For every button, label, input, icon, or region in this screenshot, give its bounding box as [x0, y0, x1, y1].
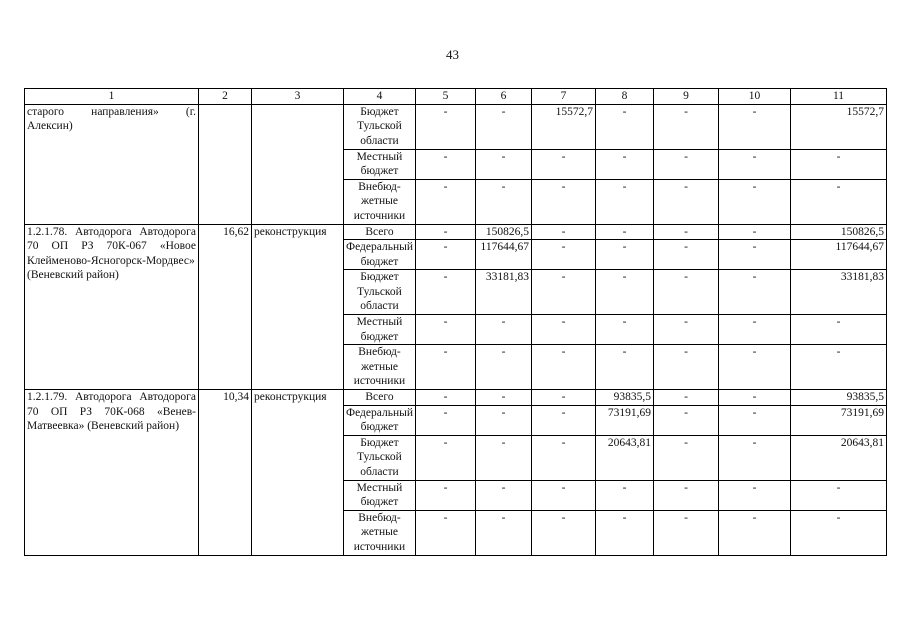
value-cell-c8: - — [596, 510, 654, 555]
value-cell-c10: - — [719, 104, 791, 149]
value-cell-c6: - — [476, 390, 532, 406]
value-cell-c5: - — [416, 104, 476, 149]
value-cell-c11: 150826,5 — [791, 224, 887, 240]
header-cell: 8 — [596, 89, 654, 105]
funding-source-cell: Бюджет Тульской области — [344, 270, 416, 315]
value-cell-c6: - — [476, 510, 532, 555]
length-cell — [199, 104, 252, 224]
value-cell-c6: - — [476, 149, 532, 179]
value-cell-c7: - — [532, 510, 596, 555]
value-cell-c7: 15572,7 — [532, 104, 596, 149]
funding-source-cell: Местный бюджет — [344, 315, 416, 345]
page-number: 43 — [446, 47, 459, 62]
value-cell-c7: - — [532, 270, 596, 315]
value-cell-c11: 73191,69 — [791, 405, 887, 435]
value-cell-c8: 73191,69 — [596, 405, 654, 435]
value-cell-c10: - — [719, 390, 791, 406]
header-cell: 2 — [199, 89, 252, 105]
value-cell-c6: - — [476, 104, 532, 149]
value-cell-c10: - — [719, 315, 791, 345]
value-cell-c9: - — [654, 435, 719, 480]
value-cell-c10: - — [719, 240, 791, 270]
program-table — [24, 88, 887, 556]
value-cell-c8: - — [596, 240, 654, 270]
value-cell-c10: - — [719, 435, 791, 480]
value-cell-c10: - — [719, 480, 791, 510]
header-cell: 4 — [344, 89, 416, 105]
object-name-cell: 1.2.1.78. Автодорога Автодорога 70 ОП РЗ 70К-067 «Новое Клейменово-Ясногорск-Мордвес» (Веневский район) — [25, 224, 199, 390]
value-cell-c8: - — [596, 179, 654, 224]
value-cell-c6: - — [476, 345, 532, 390]
value-cell-c7: - — [532, 179, 596, 224]
header-cell: 6 — [476, 89, 532, 105]
value-cell-c9: - — [654, 510, 719, 555]
value-cell-c6: - — [476, 480, 532, 510]
value-cell-c7: - — [532, 405, 596, 435]
value-cell-c10: - — [719, 345, 791, 390]
value-cell-c10: - — [719, 510, 791, 555]
value-cell-c6: - — [476, 405, 532, 435]
value-cell-c6: 150826,5 — [476, 224, 532, 240]
value-cell-c9: - — [654, 104, 719, 149]
funding-source-cell: Бюджет Тульской области — [344, 104, 416, 149]
value-cell-c5: - — [416, 149, 476, 179]
value-cell-c11: 117644,67 — [791, 240, 887, 270]
length-cell: 16,62 — [199, 224, 252, 390]
funding-source-cell: Бюджет Тульской области — [344, 435, 416, 480]
value-cell-c10: - — [719, 405, 791, 435]
value-cell-c5: - — [416, 390, 476, 406]
object-name-cell: 1.2.1.79. Автодорога Автодорога 70 ОП РЗ 70К-068 «Венев-Матвеевка» (Веневский район) — [25, 390, 199, 556]
work-type-cell: реконструкция — [252, 224, 344, 390]
value-cell-c9: - — [654, 390, 719, 406]
value-cell-c5: - — [416, 224, 476, 240]
value-cell-c8: - — [596, 480, 654, 510]
table-header-row — [25, 89, 887, 105]
value-cell-c11: 15572,7 — [791, 104, 887, 149]
header-cell: 1 — [25, 89, 199, 105]
value-cell-c6: - — [476, 179, 532, 224]
value-cell-c8: - — [596, 149, 654, 179]
value-cell-c7: - — [532, 224, 596, 240]
value-cell-c11: 93835,5 — [791, 390, 887, 406]
value-cell-c9: - — [654, 179, 719, 224]
value-cell-c6: - — [476, 435, 532, 480]
value-cell-c5: - — [416, 179, 476, 224]
funding-source-cell: Федеральный бюджет — [344, 405, 416, 435]
value-cell-c7: - — [532, 390, 596, 406]
value-cell-c5: - — [416, 345, 476, 390]
value-cell-c6: 117644,67 — [476, 240, 532, 270]
funding-source-cell: Внебюд-жетные источники — [344, 345, 416, 390]
work-type-cell: реконструкция — [252, 390, 344, 556]
value-cell-c11: - — [791, 179, 887, 224]
value-cell-c7: - — [532, 345, 596, 390]
header-cell: 10 — [719, 89, 791, 105]
value-cell-c8: - — [596, 315, 654, 345]
value-cell-c11: - — [791, 345, 887, 390]
value-cell-c7: - — [532, 149, 596, 179]
value-cell-c9: - — [654, 240, 719, 270]
header-cell: 11 — [791, 89, 887, 105]
funding-source-cell: Внебюд-жетные источники — [344, 510, 416, 555]
value-cell-c10: - — [719, 179, 791, 224]
value-cell-c11: - — [791, 315, 887, 345]
value-cell-c8: - — [596, 104, 654, 149]
value-cell-c7: - — [532, 315, 596, 345]
value-cell-c9: - — [654, 149, 719, 179]
value-cell-c9: - — [654, 405, 719, 435]
value-cell-c8: - — [596, 345, 654, 390]
value-cell-c5: - — [416, 480, 476, 510]
value-cell-c8: 20643,81 — [596, 435, 654, 480]
value-cell-c9: - — [654, 224, 719, 240]
value-cell-c5: - — [416, 270, 476, 315]
value-cell-c5: - — [416, 240, 476, 270]
value-cell-c5: - — [416, 510, 476, 555]
value-cell-c7: - — [532, 435, 596, 480]
value-cell-c10: - — [719, 270, 791, 315]
value-cell-c9: - — [654, 480, 719, 510]
object-name-cell: старого направления» (г. Алексин) — [25, 104, 199, 224]
table-row — [25, 390, 887, 406]
value-cell-c5: - — [416, 435, 476, 480]
value-cell-c11: 33181,83 — [791, 270, 887, 315]
value-cell-c6: - — [476, 315, 532, 345]
value-cell-c8: - — [596, 270, 654, 315]
value-cell-c6: 33181,83 — [476, 270, 532, 315]
funding-source-cell: Федеральный бюджет — [344, 240, 416, 270]
funding-source-cell: Всего — [344, 390, 416, 406]
value-cell-c11: 20643,81 — [791, 435, 887, 480]
length-cell: 10,34 — [199, 390, 252, 556]
value-cell-c9: - — [654, 315, 719, 345]
table-row — [25, 224, 887, 240]
value-cell-c5: - — [416, 405, 476, 435]
funding-source-cell: Местный бюджет — [344, 480, 416, 510]
value-cell-c10: - — [719, 149, 791, 179]
table-row — [25, 104, 887, 149]
value-cell-c10: - — [719, 224, 791, 240]
value-cell-c9: - — [654, 270, 719, 315]
value-cell-c8: 93835,5 — [596, 390, 654, 406]
value-cell-c11: - — [791, 149, 887, 179]
value-cell-c9: - — [654, 345, 719, 390]
header-cell: 7 — [532, 89, 596, 105]
work-type-cell — [252, 104, 344, 224]
value-cell-c11: - — [791, 480, 887, 510]
header-cell: 9 — [654, 89, 719, 105]
value-cell-c5: - — [416, 315, 476, 345]
value-cell-c7: - — [532, 480, 596, 510]
value-cell-c11: - — [791, 510, 887, 555]
funding-source-cell: Внебюд-жетные источники — [344, 179, 416, 224]
header-cell: 5 — [416, 89, 476, 105]
value-cell-c7: - — [532, 240, 596, 270]
funding-source-cell: Местный бюджет — [344, 149, 416, 179]
funding-source-cell: Всего — [344, 224, 416, 240]
header-cell: 3 — [252, 89, 344, 105]
value-cell-c8: - — [596, 224, 654, 240]
